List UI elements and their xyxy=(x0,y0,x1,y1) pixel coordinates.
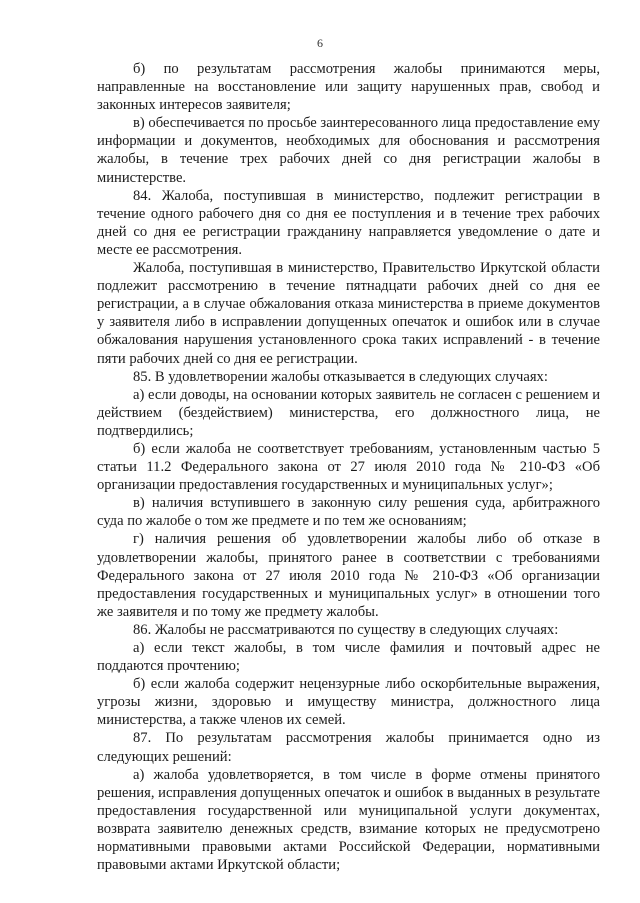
paragraph-review-period: Жалоба, поступившая в министерство, Правительство Иркутской области подлежит рассмотрению в течение пятнадцати рабочих дней со дня ее регистрации, а в случае обжалования отказа министерства в приеме документов у заявителя либо в исправлении допущенных опечаток и ошибок или в случае обжалования нарушения установленного срока таких исправлений - в течение пяти рабочих дней со дня ее регистрации. xyxy=(97,260,600,367)
paragraph-85-v: в) наличия вступившего в законную силу решения суда, арбитражного суда по жалобе о том же предмете и по тем же основаниям; xyxy=(97,495,600,530)
paragraph-v-information: в) обеспечивается по просьбе заинтересованного лица предоставление ему информации и документов, необходимых для обоснования и рассмотрения жалобы, в течение трех рабочих дней со дня регистрации жалобы в министерстве. xyxy=(97,115,600,186)
paragraph-b-measures: б) по результатам рассмотрения жалобы принимаются меры, направленные на восстановление или защиту нарушенных прав, свобод и законных интересов заявителя; xyxy=(97,61,600,114)
paragraph-85-b: б) если жалоба не соответствует требованиям, установленным частью 5 статьи 11.2 Федерального закона от 27 июля 2010 года № 210-ФЗ «Об организации предоставления государственных и муниципальных услуг»; xyxy=(97,440,600,494)
paragraph-85-a: а) если доводы, на основании которых заявитель не согласен с решением и действием (бездействием) министерства, его должностного лица, не подтвердились; xyxy=(97,386,600,439)
paragraph-84: 84. Жалоба, поступившая в министерство, подлежит регистрации в течение одного рабочего дня со дня ее поступления и в течение трех рабочих дней со дня ее регистрации гражданину направляется уведомление о дате и месте ее рассмотрения. xyxy=(97,187,600,258)
paragraph-85: 85. В удовлетворении жалобы отказывается в следующих случаях: xyxy=(133,368,548,385)
document-body xyxy=(97,60,600,874)
paragraph-87: 87. По результатам рассмотрения жалобы принимается одно из следующих решений: xyxy=(97,730,600,765)
paragraph-86: 86. Жалобы не рассматриваются по существу в следующих случаях: xyxy=(133,621,559,638)
paragraph-85-g: г) наличия решения об удовлетворении жалобы либо об отказе в удовлетворении жалобы, принятого ранее в соответствии с требованиями Федерального закона от 27 июля 2010 года № 210-ФЗ «Об организации предоставления государственных и муниципальных услуг» в отношении того же заявителя и по тому же предмету жалобы. xyxy=(97,531,600,620)
paragraph-86-a: а) если текст жалобы, в том числе фамилия и почтовый адрес не поддаются прочтению; xyxy=(97,640,600,675)
paragraph-86-b: б) если жалоба содержит нецензурные либо оскорбительные выражения, угрозы жизни, здоровью и имуществу министра, должностного лица министерства, а также членов их семей. xyxy=(97,676,600,729)
paragraph-87-a: а) жалоба удовлетворяется, в том числе в форме отмены принятого решения, исправления допущенных опечаток и ошибок в выданных в результате предоставления государственной или муниципальной услуги документах, возврата заявителю денежных средств, взимание которых не предусмотрено нормативными правовыми актами Российской Федерации, нормативными правовыми актами Иркутской области; xyxy=(97,766,600,874)
page-number: 6 xyxy=(317,36,323,50)
